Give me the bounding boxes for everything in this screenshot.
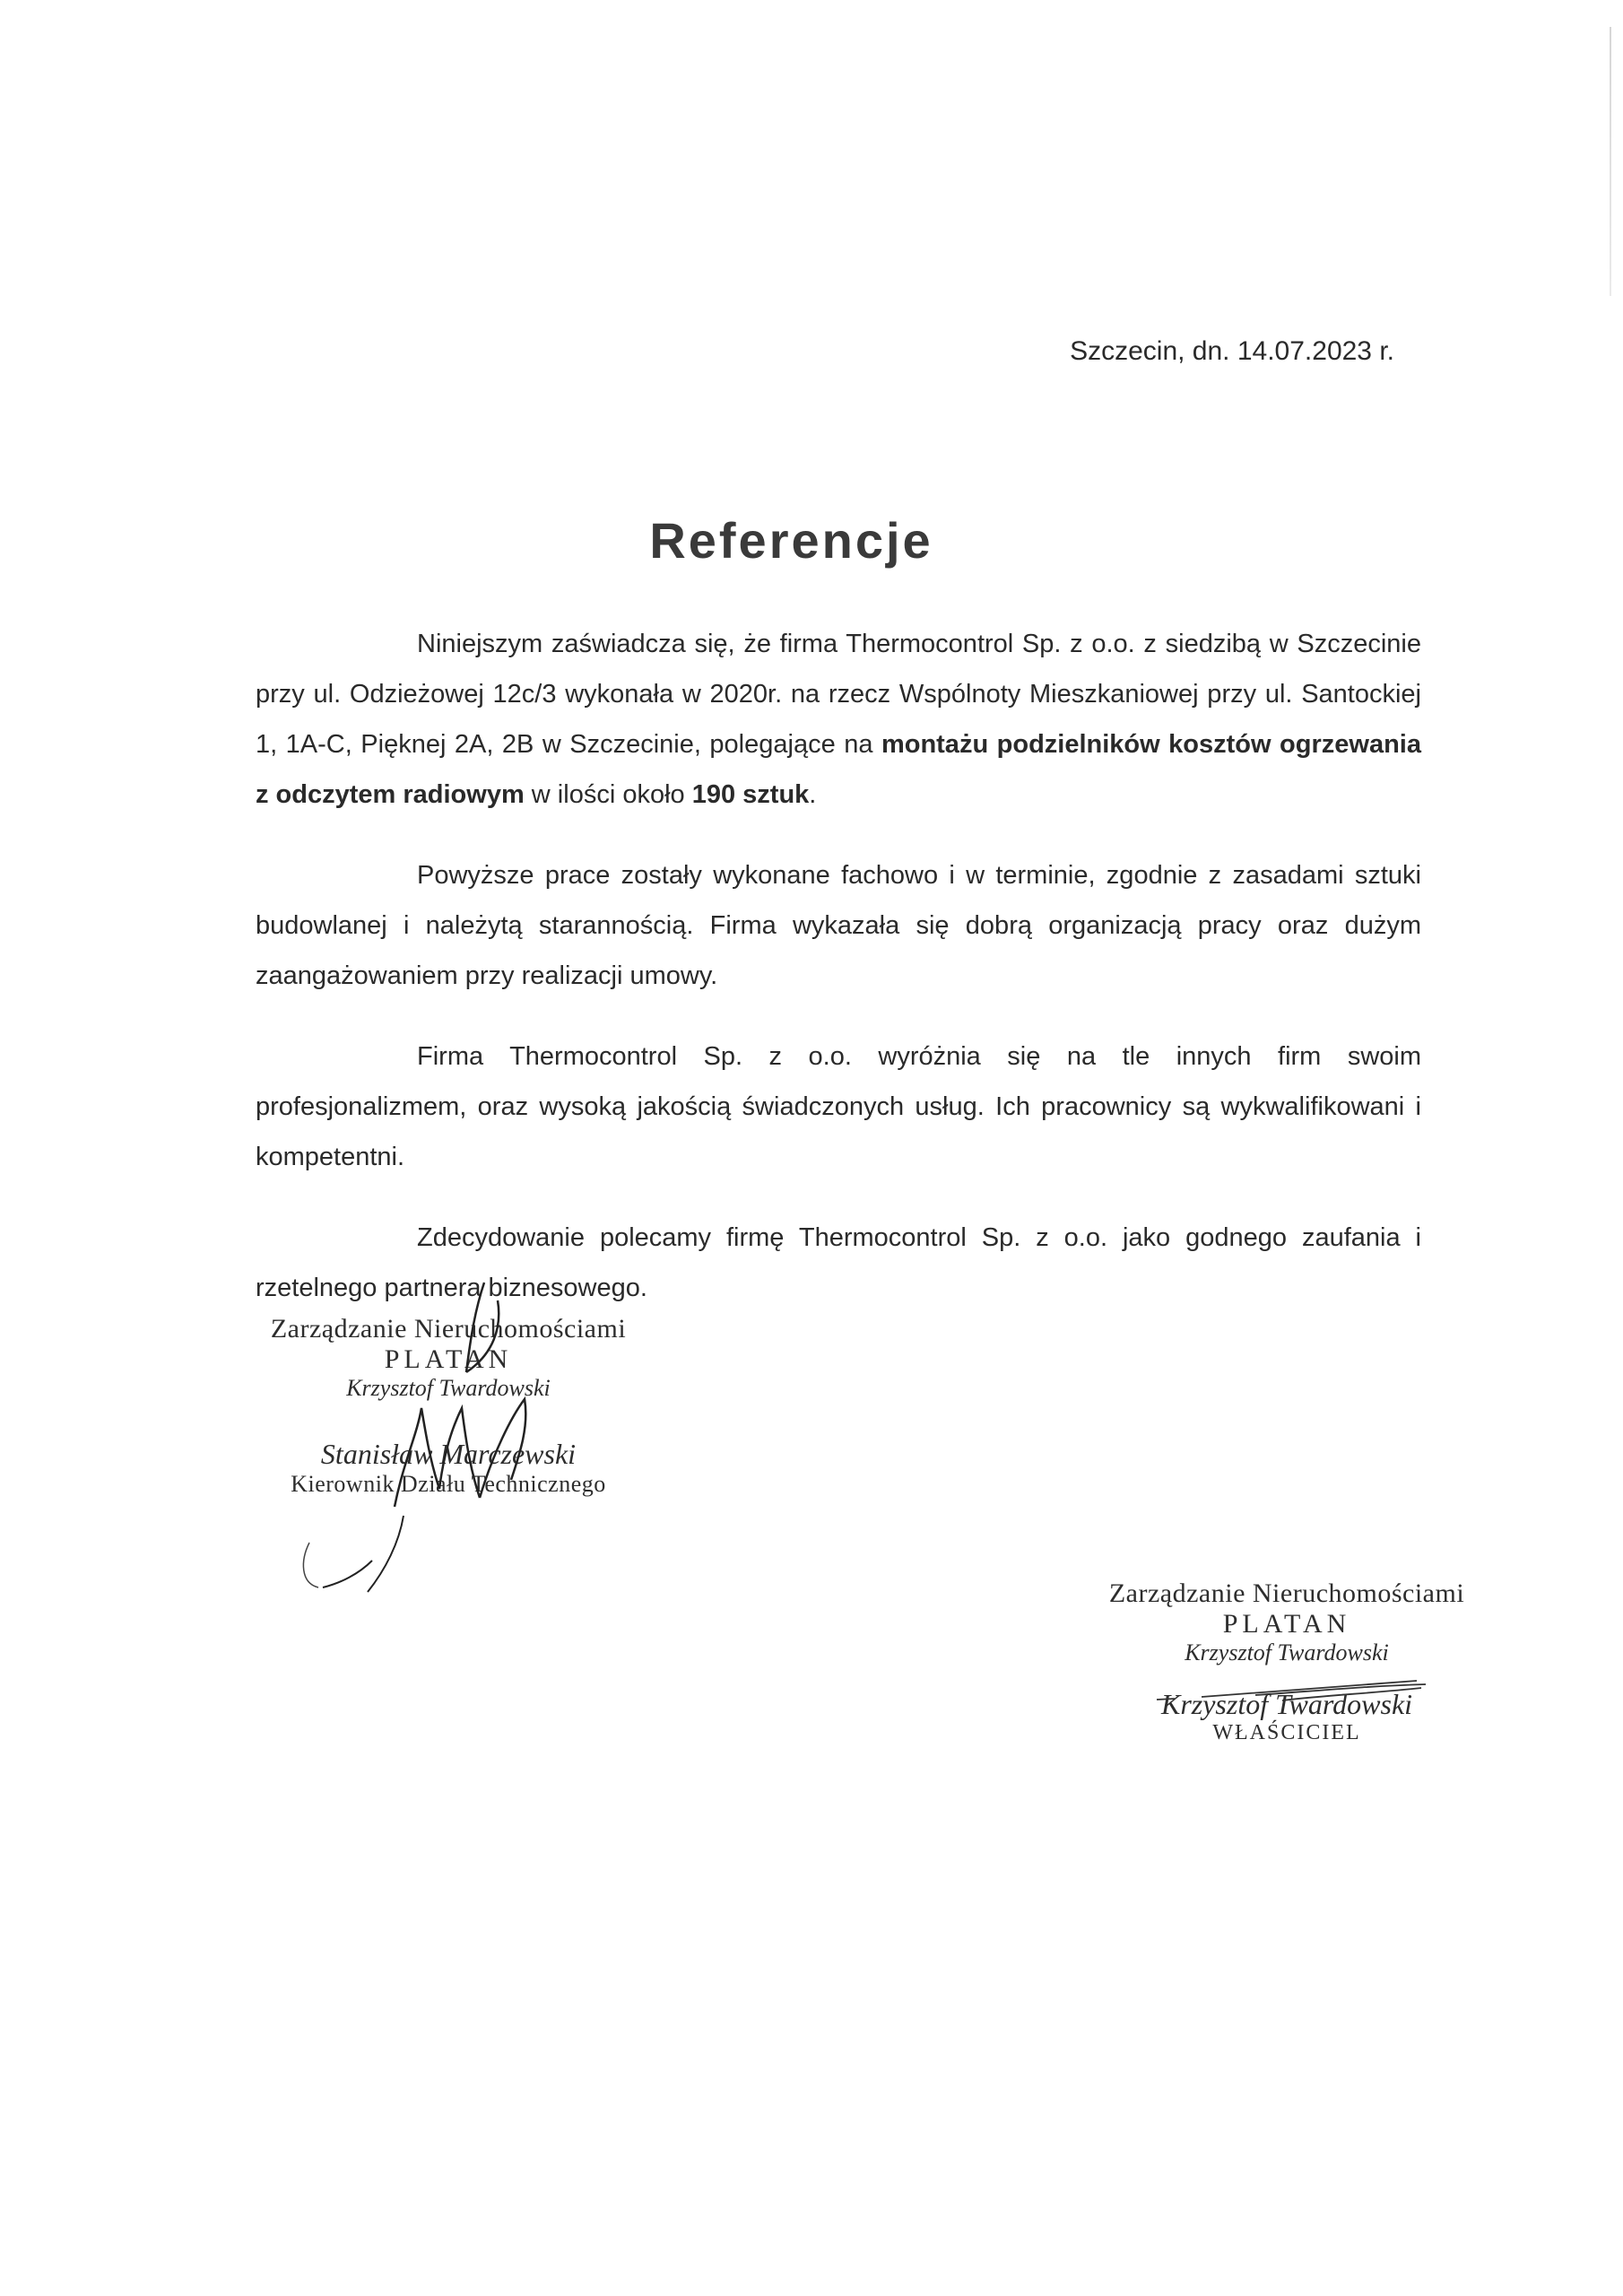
signature-right-icon: [1148, 1668, 1435, 1713]
paragraph-1-text-e: .: [809, 780, 817, 809]
stamp-left-owner: Krzysztof Twardowski: [346, 1375, 551, 1401]
paragraph-2: Powyższe prace zostały wykonane fachowo i w terminie, zgodnie z zasadami sztuki budowlanej i należytą starannością. Firma wykazała się dobrą organizacją pracy oraz dużym zaangażowaniem przy realizacji umowy.: [256, 861, 1421, 990]
stamp-left-company: Zarządzanie Nieruchomościami: [270, 1314, 627, 1344]
stamp-right-role: WŁAŚCICIEL: [1212, 1721, 1361, 1744]
document-date: Szczecin, dn. 14.07.2023 r.: [1070, 336, 1394, 366]
paragraph-4: Zdecydowanie polecamy firmę Thermocontrol Sp. z o.o. jako godnego zaufania i rzetelnego partnera biznesowego.: [256, 1223, 1421, 1302]
stamp-right-signer: Krzysztof Twardowski: [1160, 1688, 1413, 1720]
paragraph-1-text-a: Niniejszym zaświadcza się, że firma Thermocontrol Sp. z o.o. z siedzibą w Szczecinie przy ul. Odzieżowej 12c/3 wykonała w 2020r. na rzecz Wspólnoty Mieszkaniowej przy ul. Santockiej 1, 1A-C, Pięknej 2A, 2B w Szczecinie, polegające na: [256, 630, 1421, 759]
paragraph-1-bold-quantity: 190 sztuk: [691, 780, 810, 809]
stamp-right-company: Zarządzanie Nieruchomościami: [1108, 1578, 1465, 1608]
stamp-right-owner: Krzysztof Twardowski: [1185, 1639, 1389, 1665]
stamp-left-signer: Stanisław Marczewski: [320, 1438, 577, 1470]
paragraph-1-bold-service: montażu podzielników kosztów ogrzewania z odczytem radiowym: [256, 730, 1421, 809]
paragraph-3: Firma Thermocontrol Sp. z o.o. wyróżnia się na tle innych firm swoim profesjonalizmem, oraz wysoką jakością świadczonych usług. Ich pracownicy są wykwalifikowani i kompetentni.: [256, 1042, 1421, 1171]
paragraph-1-text-c: w ilości około: [524, 780, 692, 809]
scan-edge-line: [1610, 27, 1611, 296]
paragraph-1: [256, 619, 1421, 820]
stamp-left-name: PLATAN: [384, 1344, 513, 1374]
document-title: Referencje: [649, 512, 933, 569]
stamp-right-name: PLATAN: [1222, 1609, 1351, 1639]
signature-left-icon: [287, 1274, 628, 1605]
stamp-right: [1098, 1578, 1475, 1745]
stamp-left-role: Kierownik Działu Technicznego: [291, 1471, 606, 1497]
document-body: [256, 619, 1421, 1344]
